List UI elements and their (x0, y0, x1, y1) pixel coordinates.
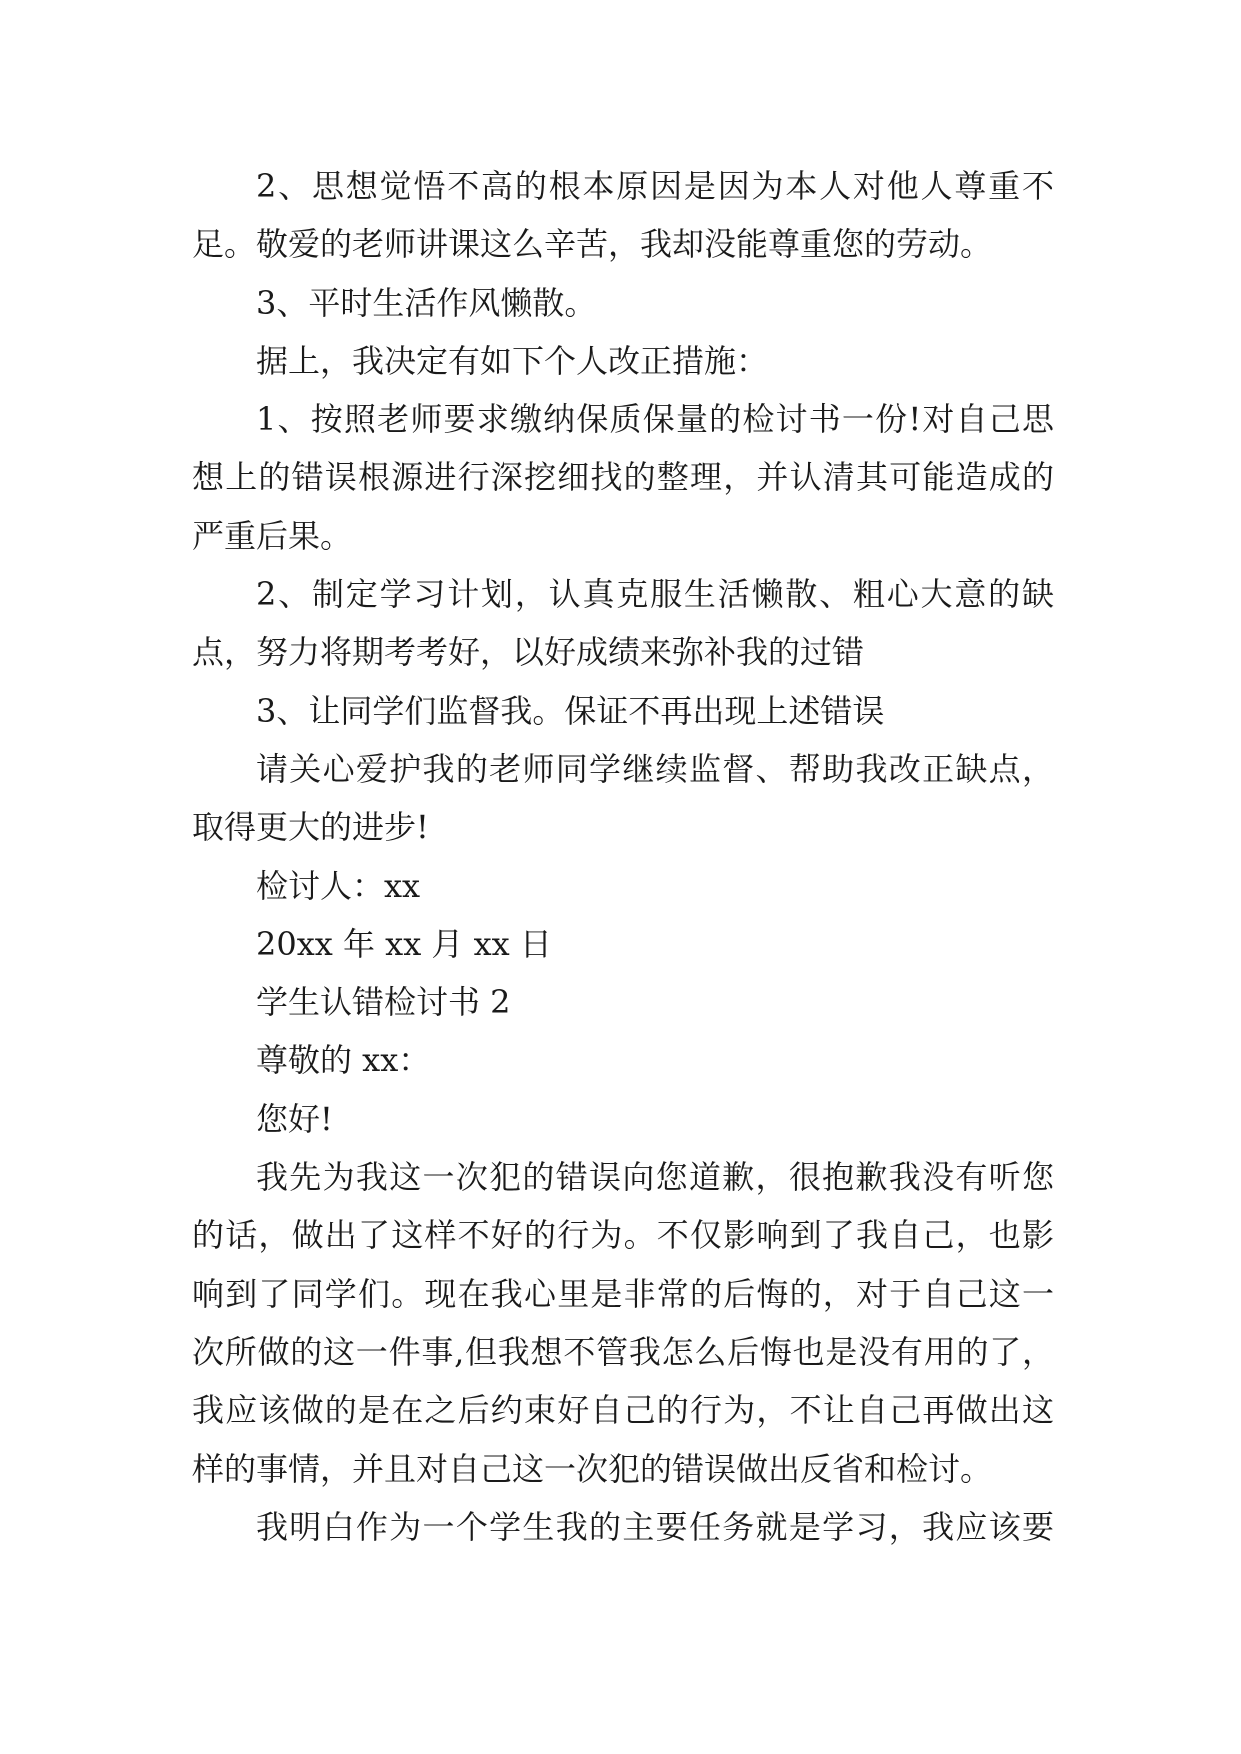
text-line: 请关心爱护我的老师同学继续监督、帮助我改正缺点， (256, 749, 1054, 788)
document-body (192, 157, 1054, 1556)
text-line: 20xx 年 xx 月 xx 日 (256, 924, 552, 963)
text-line: 3、平时生活作风懒散。 (256, 283, 597, 322)
text-line: 据上，我决定有如下个人改正措施： (256, 341, 769, 380)
text-line: 您好! (256, 1099, 333, 1138)
text-line: 足。敬爱的老师讲课这么辛苦，我却没能尊重您的劳动。 (192, 225, 993, 264)
text-line: 我应该做的是在之后约束好自己的行为，不让自己再做出这 (192, 1391, 1054, 1430)
text-line: 取得更大的进步! (192, 808, 429, 847)
text-line: 点，努力将期考考好，以好成绩来弥补我的过错 (192, 633, 865, 672)
text-line: 尊敬的 xx： (256, 1041, 431, 1080)
text-line: 样的事情，并且对自己这一次犯的错误做出反省和检讨。 (192, 1449, 993, 1488)
text-line: 检讨人：xx (256, 866, 421, 905)
text-line: 2、制定学习计划，认真克服生活懒散、粗心大意的缺 (256, 575, 1054, 614)
text-line: 学生认错检讨书 2 (256, 983, 511, 1022)
text-line: 的话，做出了这样不好的行为。不仅影响到了我自己，也影 (192, 1216, 1054, 1255)
text-line: 严重后果。 (192, 516, 353, 555)
text-line: 次所做的这一件事,但我想不管我怎么后悔也是没有用的了， (192, 1332, 1054, 1371)
text-line: 1、按照老师要求缴纳保质保量的检讨书一份!对自己思 (256, 400, 1054, 439)
text-line: 我明白作为一个学生我的主要任务就是学习，我应该要 (256, 1507, 1054, 1546)
text-line: 响到了同学们。现在我心里是非常的后悔的，对于自己这一 (192, 1274, 1054, 1313)
text-line: 我先为我这一次犯的错误向您道歉，很抱歉我没有听您 (256, 1158, 1054, 1197)
text-line: 想上的错误根源进行深挖细找的整理，并认清其可能造成的 (192, 458, 1054, 497)
text-line: 3、让同学们监督我。保证不再出现上述错误 (256, 691, 885, 730)
text-line: 2、思想觉悟不高的根本原因是因为本人对他人尊重不 (256, 167, 1054, 205)
